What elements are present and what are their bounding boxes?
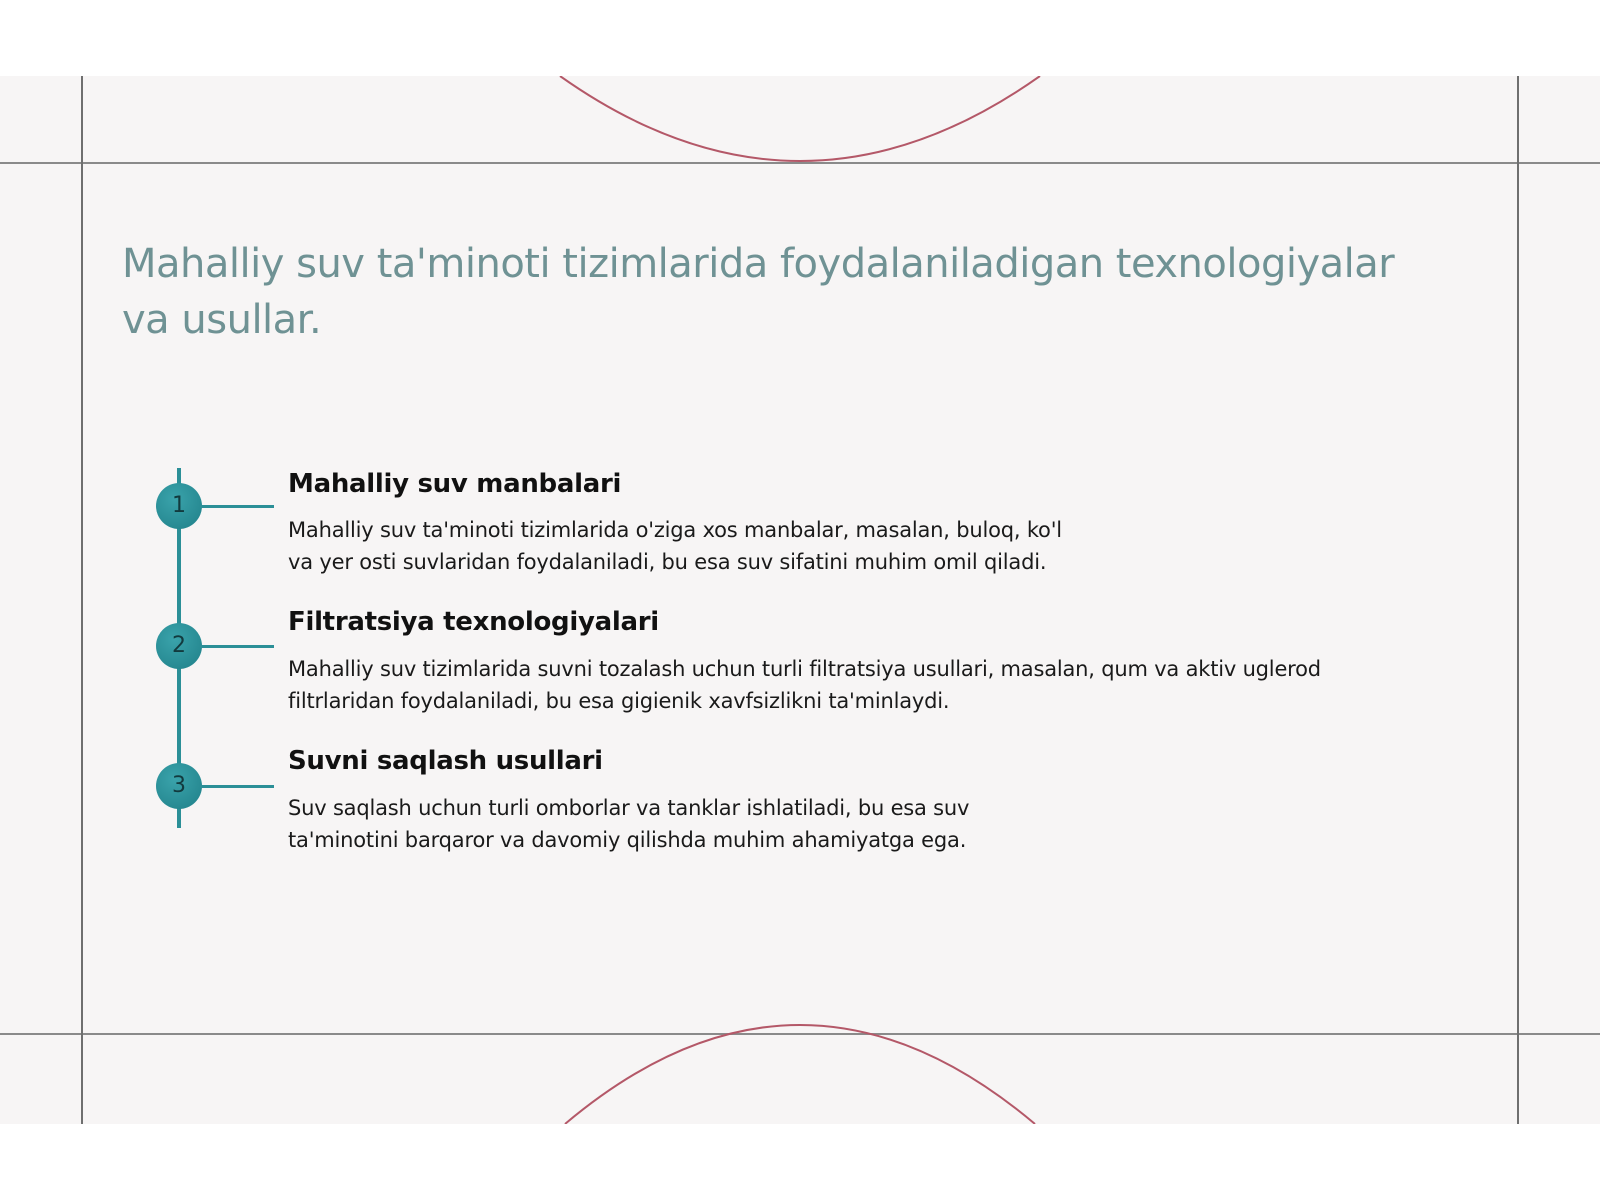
step-description-line: va yer osti suvlaridan foydalaniladi, bu esa suv sifatini muhim omil qiladi. xyxy=(288,550,1047,574)
step-connector xyxy=(200,645,274,648)
slide xyxy=(0,76,1600,1124)
step-title: Filtratsiya texnologiyalari xyxy=(288,607,659,637)
step-number-badge: 3 xyxy=(156,763,202,809)
step-description-line: ta'minotini barqaror va davomiy qilishda muhim ahamiyatga ega. xyxy=(288,828,967,852)
step-connector xyxy=(200,785,274,788)
step-description-line: filtrlaridan foydalaniladi, bu esa gigienik xavfsizlikni ta'minlaydi. xyxy=(288,689,950,713)
step-description-line: Suv saqlash uchun turli omborlar va tanklar ishlatiladi, bu esa suv xyxy=(288,796,970,820)
arc-bottom xyxy=(565,1025,1035,1124)
step-title: Mahalliy suv manbalari xyxy=(288,469,622,499)
step-description-line: Mahalliy suv ta'minoti tizimlarida o'ziga xos manbalar, masalan, buloq, ko'l xyxy=(288,518,1062,542)
step-title: Suvni saqlash usullari xyxy=(288,746,603,776)
step-description-line: Mahalliy suv tizimlarida suvni tozalash uchun turli filtratsiya usullari, masalan, qum va aktiv uglerod xyxy=(288,657,1321,681)
step-connector xyxy=(200,505,274,508)
decorative-frame xyxy=(0,76,1600,1124)
step-number-badge: 2 xyxy=(156,623,202,669)
step-number-badge: 1 xyxy=(156,483,202,529)
slide-title: Mahalliy suv ta'minoti tizimlarida foydalaniladigan texnologiyalar va usullar. xyxy=(122,241,1395,343)
